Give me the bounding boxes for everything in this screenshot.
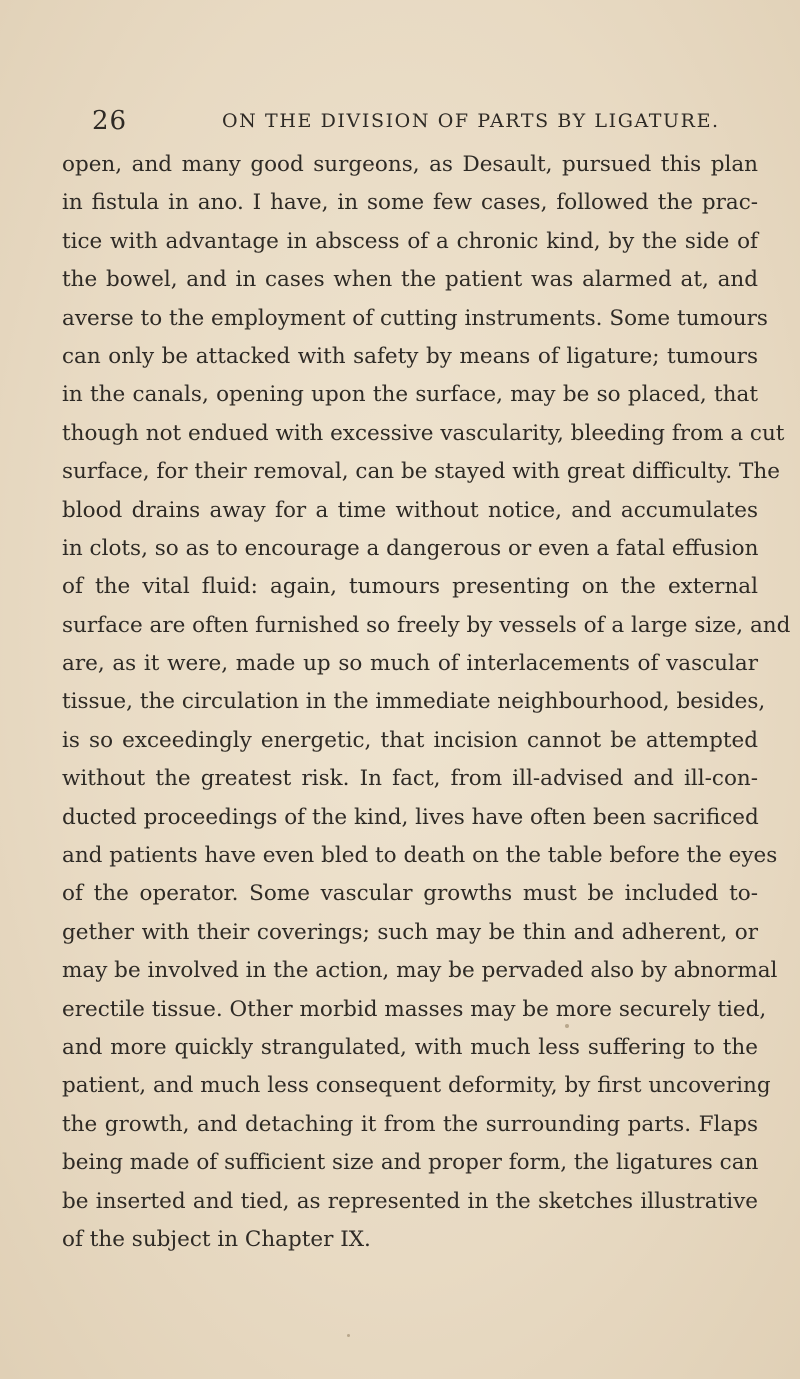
- paper-speck: [347, 1334, 350, 1337]
- body-text: [62, 146, 791, 1259]
- text-line: gether with their coverings; such may be thin and adherent, or: [62, 919, 758, 945]
- text-line: and patients have even bled to death on the table before the eyes: [62, 843, 778, 869]
- page-number: 26: [92, 106, 128, 136]
- text-line: erectile tissue. Other morbid masses may be more securely tied,: [62, 996, 767, 1022]
- text-line: being made of sufficient size and proper form, the ligatures can: [62, 1150, 759, 1176]
- text-line: of the operator. Some vascular growths must be included to-: [62, 881, 758, 907]
- text-line: ducted proceedings of the kind, lives have often been sacrificed: [62, 804, 759, 830]
- text-line: though not endued with excessive vascularity, bleeding from a cut: [62, 420, 785, 446]
- text-line: without the greatest risk. In fact, from ill-advised and ill-con-: [62, 766, 758, 792]
- text-line: in fistula in ano. I have, in some few cases, followed the prac-: [62, 190, 758, 216]
- text-line: averse to the employment of cutting instruments. Some tumours: [62, 305, 768, 331]
- text-line: of the subject in Chapter IX.: [62, 1226, 371, 1252]
- text-line: in the canals, opening upon the surface, may be so placed, that: [62, 382, 758, 408]
- text-line: the bowel, and in cases when the patient was alarmed at, and: [62, 267, 758, 293]
- text-line: in clots, so as to encourage a dangerous or even a fatal effusion: [62, 535, 759, 561]
- text-line: and more quickly strangulated, with much less suffering to the: [62, 1034, 758, 1060]
- paper-speck: [565, 1024, 569, 1028]
- text-line: surface are often furnished so freely by vessels of a large size, and: [62, 612, 791, 638]
- text-line: of the vital fluid: again, tumours presenting on the external: [62, 574, 758, 600]
- text-line: tissue, the circulation in the immediate neighbourhood, besides,: [62, 689, 766, 715]
- text-line: the growth, and detaching it from the surrounding parts. Flaps: [62, 1111, 758, 1137]
- text-line: be inserted and tied, as represented in the sketches illustrative: [62, 1188, 758, 1214]
- page-header: [92, 101, 732, 141]
- text-line: patient, and much less consequent deformity, by first uncovering: [62, 1073, 771, 1099]
- text-line: may be involved in the action, may be pervaded also by abnormal: [62, 958, 778, 984]
- text-line: open, and many good surgeons, as Desault, pursued this plan: [62, 152, 758, 177]
- text-line: are, as it were, made up so much of interlacements of vascular: [62, 651, 758, 677]
- text-line: can only be attacked with safety by means of ligature; tumours: [62, 343, 758, 369]
- text-line: is so exceedingly energetic, that incision cannot be attempted: [62, 727, 758, 753]
- text-line: tice with advantage in abscess of a chronic kind, by the side of: [62, 228, 758, 254]
- running-head: ON THE DIVISION OF PARTS BY LIGATURE.: [222, 110, 720, 132]
- text-line: surface, for their removal, can be stayed with great difficulty. The: [62, 459, 780, 485]
- text-line: blood drains away for a time without notice, and accumulates: [62, 497, 758, 523]
